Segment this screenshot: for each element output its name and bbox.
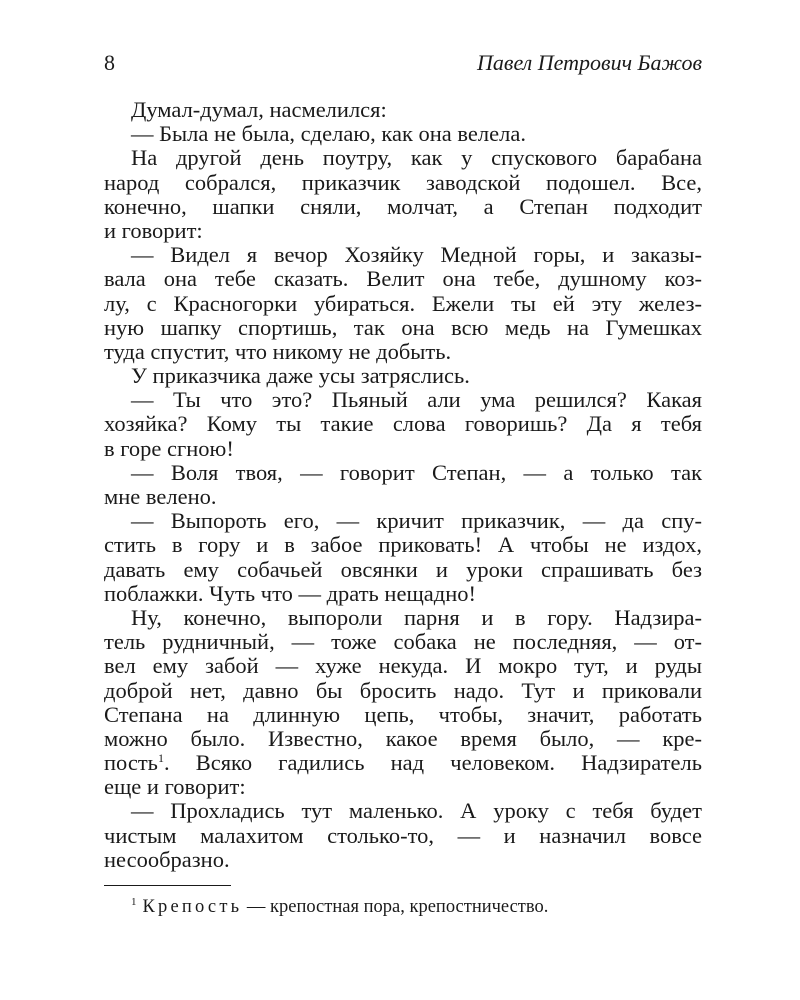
text-line: Думал-думал, насмелился:: [131, 97, 387, 122]
book-page: [104, 0, 702, 1000]
text-line: — Выпороть его, — кричит приказчик, — да спу-: [131, 508, 702, 534]
text-line: [104, 751, 702, 775]
text-line: еще и говорит:: [104, 774, 246, 800]
text-line: доброй нет, давно бы бросить надо. Тут и приковали: [104, 677, 702, 703]
text-line: — Прохладись тут маленько. А уроку с тебя будет: [131, 798, 702, 824]
footnote-text: — крепостная пора, крепостничество.: [242, 897, 549, 917]
text-line: и говорит:: [104, 217, 203, 243]
text-line: лу, с Красногорки убираться. Ежели ты ей эту желез-: [104, 290, 702, 316]
running-head: [104, 48, 702, 78]
text-line: — Была не была, сделаю, как она велела.: [131, 121, 526, 147]
text-line-part: пость: [104, 750, 158, 776]
text-line: в горе сгною!: [104, 435, 234, 461]
text-line: вала она тебе сказать. Велит она тебе, душному коз-: [104, 266, 702, 292]
text-line: — Ты что это? Пьяный али ума решился? Какая: [131, 387, 702, 413]
text-line: поблажки. Чуть что — драть нещадно!: [104, 580, 476, 606]
text-line: несообразно.: [104, 846, 230, 872]
text-line: туда спустит, что никому не добыть.: [104, 338, 452, 364]
text-line: вел ему забой — хуже некуда. И мокро тут, и руды: [104, 653, 702, 679]
text-line: Ну, конечно, выпороли парня и в гору. Надзира-: [131, 604, 702, 630]
running-head-author: Павел Петрович Бажов: [477, 50, 702, 75]
text-line: ную шапку спортишь, так она всю медь на Гумешках: [104, 314, 702, 340]
footnote: [131, 895, 548, 919]
text-line: тель рудничный, — тоже собака не последняя, — от-: [104, 629, 702, 655]
text-line: конечно, шапки сняли, молчат, а Степан подходит: [104, 193, 702, 219]
text-line: — Видел я вечор Хозяйку Медной горы, и заказы-: [131, 242, 702, 268]
text-line: давать ему собачьей овсянки и уроки спрашивать без: [104, 556, 702, 582]
text-line: На другой день поутру, как у спускового барабана: [131, 145, 702, 171]
text-line: народ собрался, приказчик заводской подошел. Все,: [104, 169, 702, 195]
text-line-part: . Всяко гадились над человеком. Надзиратель: [163, 750, 702, 776]
text-line: Степана на длинную цепь, чтобы, значит, работать: [104, 701, 702, 727]
text-line: мне велено.: [104, 484, 217, 509]
footnote-reference: 1: [157, 751, 164, 766]
footnote-term: Крепость: [142, 897, 243, 917]
page-number: 8: [104, 50, 115, 75]
body-text: [104, 98, 702, 872]
text-line: хозяйка? Кому ты такие слова говоришь? Да я тебя: [104, 411, 702, 437]
text-line: чистым малахитом столько-то, — и назначил вовсе: [104, 822, 702, 848]
text-line: — Воля твоя, — говорит Степан, — а только так: [131, 459, 702, 485]
text-line: стить в гору и в забое приковать! А чтобы не издох,: [104, 532, 702, 558]
text-line: можно было. Известно, какое время было, — кре-: [104, 725, 702, 751]
footnote-mark: 1: [131, 896, 137, 908]
text-line: У приказчика даже усы затряслись.: [131, 363, 470, 389]
footnote-separator: [104, 885, 231, 886]
